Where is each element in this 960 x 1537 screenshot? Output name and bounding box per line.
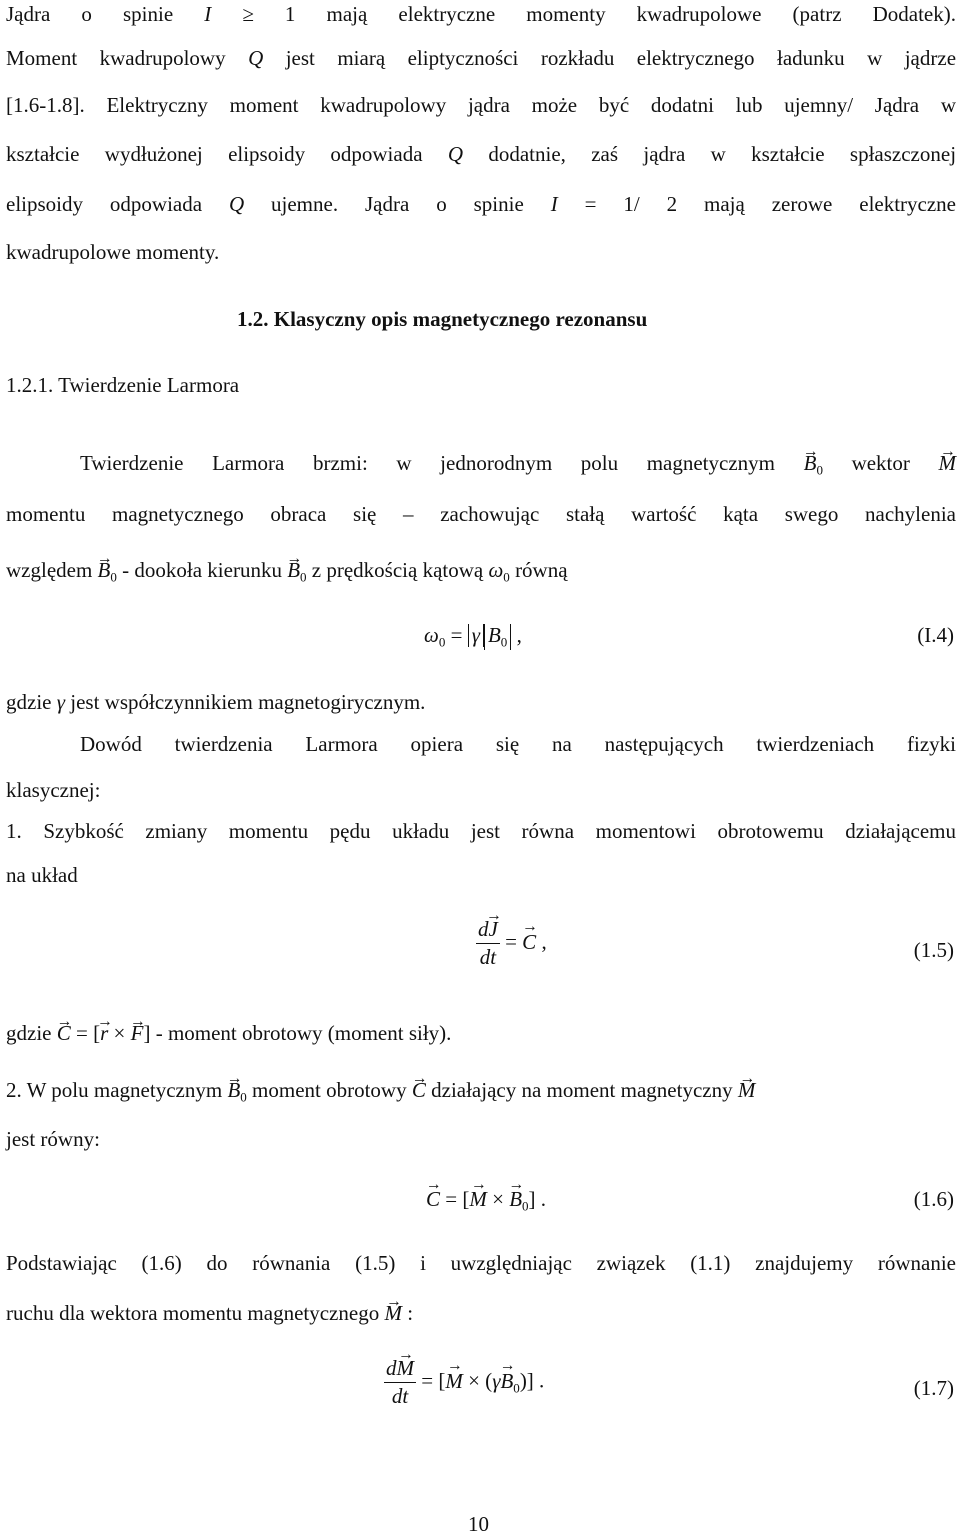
equation-number-1-5: (1.5) <box>913 938 954 962</box>
item2-line2: jest równy: <box>6 1127 100 1151</box>
para1-line6: kwadrupolowe momenty. <box>6 240 220 264</box>
equation-number-I4: (I.4) <box>917 623 954 647</box>
para2-line2: momentu magnetycznego obraca się – zachowując stałą wartość kąta swego nachylenia <box>6 502 956 526</box>
para2-line1: Twierdzenie Larmora brzmi: w jednorodnym polu magnetycznym → $B_0$ wektor → M <box>80 449 956 485</box>
para1-line4: kształcie wydłużonej elipsoidy odpowiada Q dodatnie, zaś jądra w kształcie spłaszczonej <box>6 142 957 166</box>
item2-line1: 2. W polu magnetycznym → $B_0$ moment obrotowy → C działający na moment magnetyczny → M <box>6 1076 956 1112</box>
item1-line2: na układ <box>6 863 78 887</box>
equation-larmor-motion: $\frac{d\to M}{dt}$ = [→ $M \times (\gamma\to B_0)$] . <box>384 1357 544 1409</box>
equation-larmor: $\omega_0 = \gamma$ $B_0$ , <box>424 623 522 650</box>
para2-line3: względem → $B_0$ - dookoła kierunku → $B_0$ z prędkością kątową $\omega_0$ równą <box>6 556 956 592</box>
gamma-definition-line: gdzie γ jest współczynnikiem magnetogirycznym. <box>6 690 426 714</box>
para1-line5: elipsoidy odpowiada Q ujemne. Jądra o spinie I = 1/ 2 mają zerowe elektryczne <box>6 192 957 216</box>
equation-angular-momentum: $\frac{d\to J}{dt}$ = → C , <box>476 918 547 970</box>
equation-number-1-7: (1.7) <box>913 1376 954 1400</box>
para4-line2: ruchu dla wektora momentu magnetycznego → M : <box>6 1299 956 1327</box>
para3-line1: Dowód twierdzenia Larmora opiera się na następujących twierdzeniach fizyki <box>80 732 956 756</box>
para3-line2: klasycznej: <box>6 778 101 802</box>
para4-line1: Podstawiając (1.6) do równania (1.5) i uwzględniając związek (1.1) znajdujemy równanie <box>6 1251 956 1275</box>
torque-definition-line: gdzie → C = [→ r × → F] - moment obrotowy (moment siły). <box>6 1019 956 1047</box>
para1-line3: [1.6-1.8]. Elektryczny moment kwadrupolowy jądra może być dodatni lub ujemny/ Jądra w <box>6 93 956 117</box>
equation-torque-magnetic: → C = [→ M × → $B_0$] . <box>426 1187 546 1215</box>
page-number: 10 <box>468 1512 489 1536</box>
section-heading: 1.2. Klasyczny opis magnetycznego rezonansu <box>237 307 648 331</box>
para1-line1: Jądra o spinie I ≥ 1 mają elektryczne momenty kwadrupolowe (patrz Dodatek). <box>6 2 956 26</box>
equation-number-1-6: (1.6) <box>913 1187 954 1211</box>
item1-line1: 1. Szybkość zmiany momentu pędu układu jest równa momentowi obrotowemu działającemu <box>6 819 956 843</box>
para1-line2: Moment kwadrupolowy Q jest miarą eliptyczności rozkładu elektrycznego ładunku w jądrze <box>6 46 957 70</box>
subsection-heading: 1.2.1. Twierdzenie Larmora <box>6 373 240 397</box>
